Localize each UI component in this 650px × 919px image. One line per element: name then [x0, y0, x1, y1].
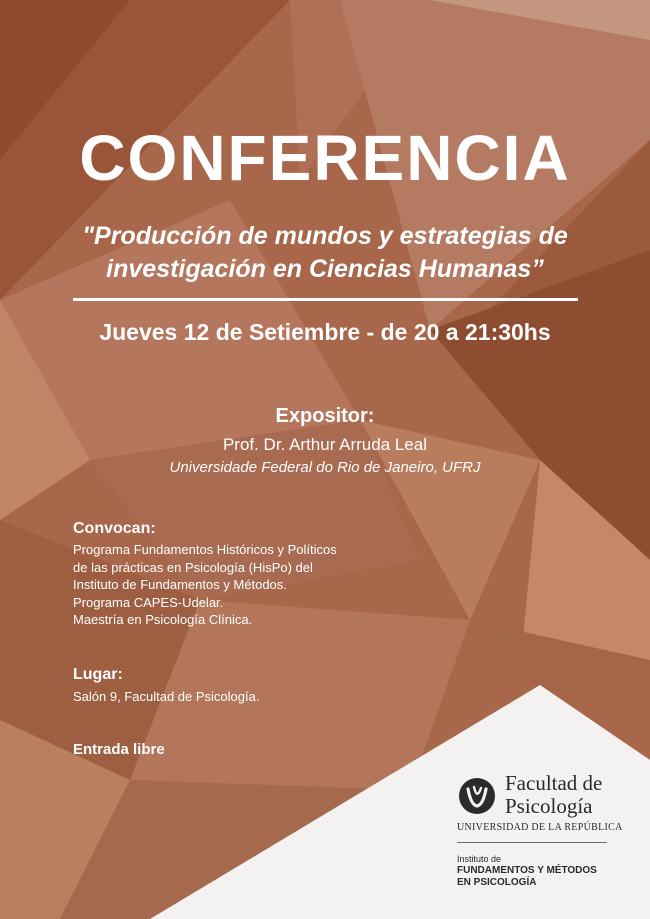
subtitle-line: "Producción de mundos y estrategias de — [82, 222, 568, 250]
logo-name-line1: Facultad de — [505, 771, 603, 795]
convocan-line: de las prácticas en Psicología (HisPo) del — [73, 559, 313, 575]
event-date: Jueves 12 de Setiembre - de 20 a 21:30hs — [99, 319, 551, 345]
convocan-line: Maestría en Psicología Clínica. — [73, 612, 253, 627]
convocan-line: Instituto de Fundamentos y Métodos. — [73, 577, 287, 592]
convocan-line: Programa CAPES-Udelar. — [73, 594, 224, 610]
conference-subtitle — [40, 220, 610, 286]
convocan-line: Programa Fundamentos Históricos y Políticos — [73, 542, 337, 557]
poster-title: CONFERENCIA — [79, 122, 571, 194]
facultad-psicologia-logo-mark-icon — [457, 776, 497, 816]
subtitle-line: investigación en Ciencias Humanas” — [106, 255, 544, 283]
expositor-affiliation: Universidade Federal do Rio de Janeiro, UFRJ — [169, 459, 481, 476]
expositor-name: Prof. Dr. Arthur Arruda Leal — [222, 435, 428, 454]
convocan-list — [73, 541, 393, 629]
logo-name-line2: Psicología — [505, 794, 593, 818]
lugar-label: Lugar: — [73, 666, 123, 683]
expositor-label: Expositor: — [275, 405, 375, 427]
entrada-libre: Entrada libre — [73, 741, 165, 758]
institute-line3: EN PSICOLOGÍA — [457, 877, 537, 888]
logo-university: UNIVERSIDAD DE LA REPÚBLICA — [457, 822, 623, 833]
divider-rule — [73, 298, 578, 301]
logo-divider — [457, 842, 607, 843]
institute-line2: FUNDAMENTOS Y MÉTODOS — [457, 865, 597, 876]
institute-line1: Instituto de — [457, 854, 502, 864]
lugar-text: Salón 9, Facultad de Psicología. — [73, 689, 260, 704]
convocan-label: Convocan: — [73, 520, 156, 537]
